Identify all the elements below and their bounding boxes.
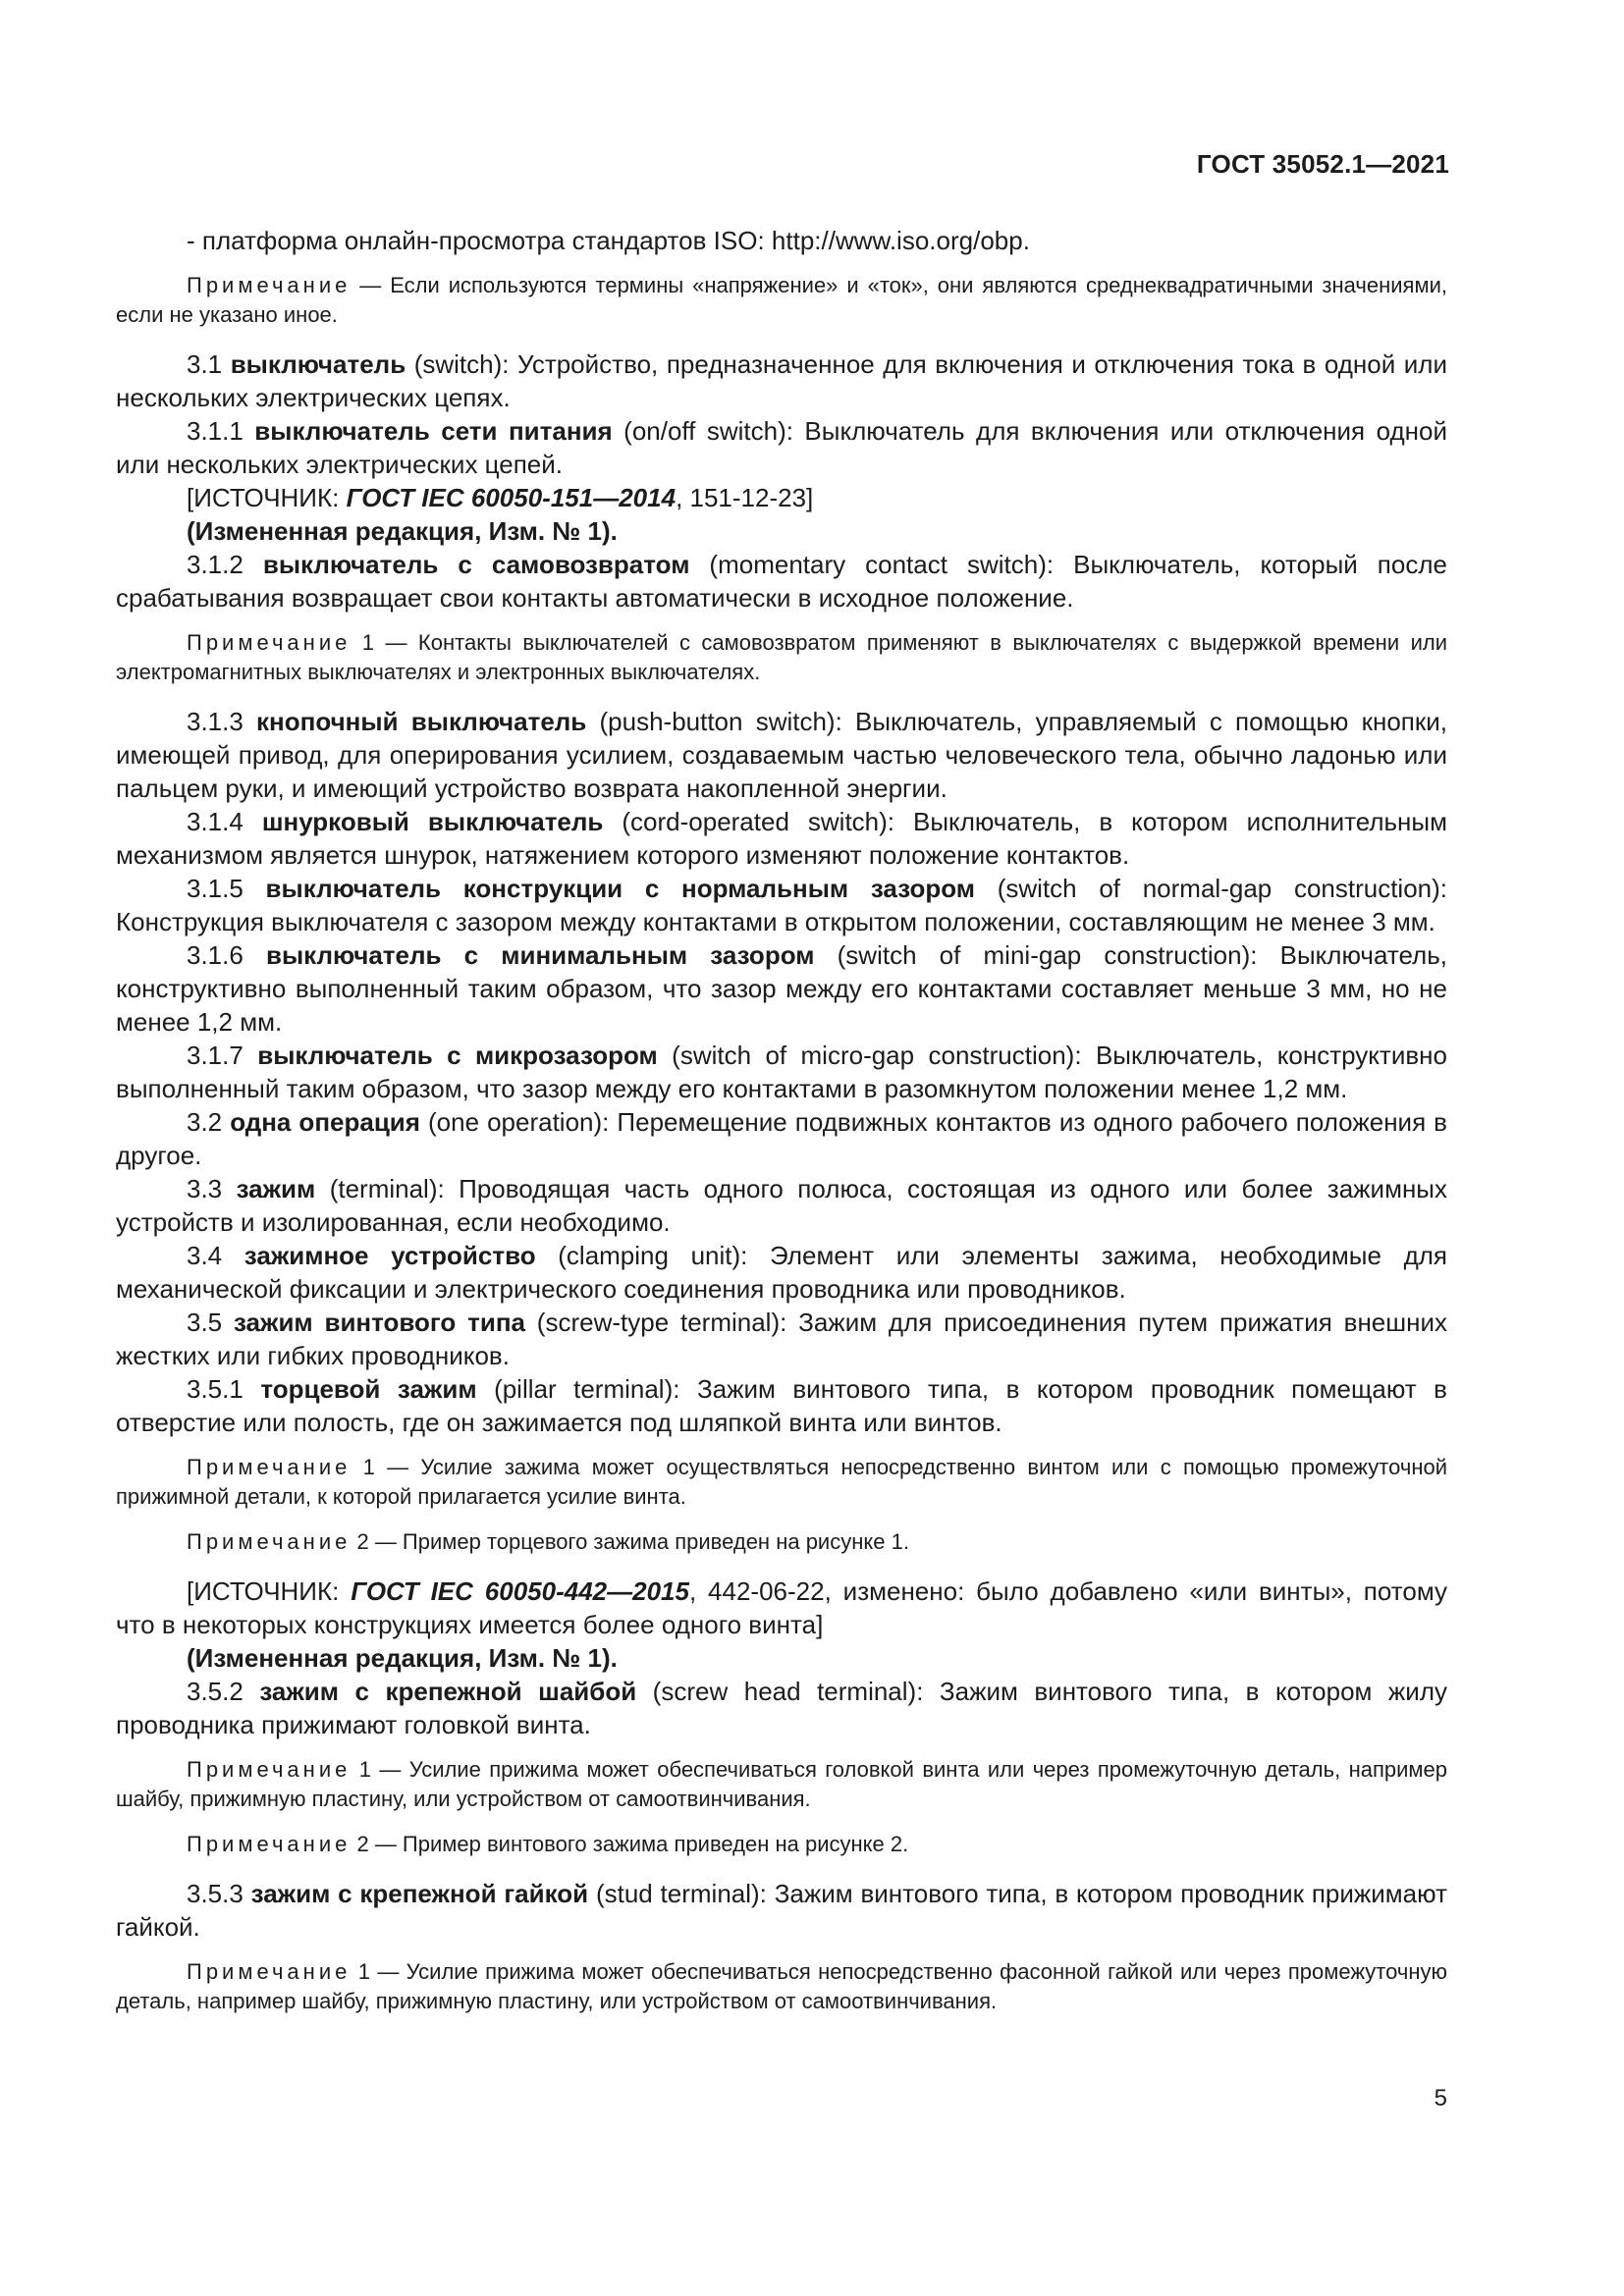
term-name: зажим с крепежной гайкой [250,1879,589,1908]
note-3-5-2-2 [116,1830,1447,1859]
term-name: выключатель сети питания [254,416,613,446]
note-3-5-1-1 [116,1453,1447,1512]
page-content [116,224,1447,2032]
term-definition: (switch of normal-gap construction): Конструкция выключателя с зазором между контактами в открытом положении, составляющим не менее 3 мм. [116,874,1448,936]
note-number: 1 [351,1455,375,1479]
term-name: выключатель с микрозазором [257,1041,658,1070]
term-number: 3.5.2 [187,1677,260,1706]
term-3-1-4 [116,805,1447,872]
source-suffix: , 442-06-22, изменено: было добавлено «или винты», потому что в некоторых конструкциях имеется более одного винта] [116,1576,1448,1639]
term-3-4 [116,1239,1447,1306]
term-3-5 [116,1306,1447,1372]
term-definition: (push-button switch): Выключатель, управляемый с помощью кнопки, имеющей привод, для оперирования усилием, создаваемым частью человеческого тела, обычно ладонью или пальцем руки, и имеющий устройство возврата накопленной энергии. [116,707,1447,803]
source-standard: ГОСТ IEC 60050-151—2014 [346,483,677,512]
note-number: 1 [351,1959,370,1984]
note-label: Примечание [187,273,352,297]
term-number: 3.1.3 [187,707,257,736]
intro-bullet: - платформа онлайн-просмотра стандартов ISO: http://www.iso.org/obp. [187,226,1030,255]
term-number: 3.3 [187,1174,237,1203]
term-number: 3.5.3 [187,1879,251,1908]
note-label: Примечание [187,1832,352,1856]
term-number: 3.1.4 [187,807,262,836]
term-number: 3.1 [187,349,231,379]
term-definition: (switch): Устройство, предназначенное для включения и отключения тока в одной или нескольких электрических цепях. [116,349,1447,412]
term-3-2 [116,1105,1447,1172]
term-definition: (momentary contact switch): Выключатель, который после срабатывания возвращает свои контакты автоматически в исходное положение. [116,550,1447,613]
note-label: Примечание [187,1757,352,1782]
note-label: Примечание [187,1455,352,1479]
note-label: Примечание [187,630,352,655]
note-3-1-2 [116,628,1447,687]
note-number: 2 [351,1529,369,1554]
term-definition: (screw head terminal): Зажим винтового типа, в котором жилу проводника прижимают головкой винта. [116,1677,1447,1739]
note-label: Примечание [187,1959,352,1984]
term-name: шнурковый выключатель [261,807,604,836]
source-suffix: , 151-12-23] [676,483,814,512]
note-text: — Усилие прижима может обеспечиваться непосредственно фасонной гайкой или через промежуточную деталь, например шайбу, прижимную пластину, или устройством от самоотвинчивания. [116,1959,1448,2013]
note-3-5-3-1 [116,1957,1447,2016]
term-3-1-2 [116,548,1447,614]
term-definition: (clamping unit): Элемент или элементы зажима, необходимые для механической фиксации и электрического соединения проводника или проводников. [116,1241,1447,1304]
amendment-note [116,1641,1447,1675]
term-number: 3.4 [187,1241,244,1270]
term-3-1-1 [116,414,1447,481]
term-definition: (stud terminal): Зажим винтового типа, в котором проводник прижимают гайкой. [116,1879,1447,1942]
amendment-text: (Измененная редакция, Изм. № 1). [187,1643,618,1673]
term-3-5-2 [116,1675,1447,1741]
term-definition: (one operation): Перемещение подвижных контактов из одного рабочего положения в другое. [116,1107,1447,1170]
term-name: зажимное устройство [244,1241,536,1270]
term-definition: (screw-type terminal): Зажим для присоединения путем прижатия внешних жестких или гибких проводников. [116,1308,1447,1370]
note-text: — Усилие прижима может обеспечиваться головкой винта или через промежуточную деталь, например шайбу, прижимную пластину, или устройством от самоотвинчивания. [116,1757,1447,1811]
term-3-3 [116,1172,1447,1239]
term-name: зажим с крепежной шайбой [259,1677,637,1706]
note-number: 1 [351,630,375,655]
amendment-note [116,514,1447,548]
term-name: одна операция [230,1107,420,1137]
amendment-text: (Измененная редакция, Изм. № 1). [187,516,618,546]
term-definition: (on/off switch): Выключатель для включения или отключения одной или нескольких электрических цепей. [116,416,1447,479]
term-definition: (switch of micro-gap construction): Выключатель, конструктивно выполненный таким образом, что зазор между его контактами в разомкнутом положении менее 1,2 мм. [116,1041,1447,1103]
term-3-1 [116,347,1447,414]
term-number: 3.1.7 [187,1041,258,1070]
term-name: торцевой зажим [260,1374,477,1404]
source-prefix: [ИСТОЧНИК: [187,483,347,512]
source-prefix: [ИСТОЧНИК: [187,1576,352,1606]
note-text: — Пример торцевого зажима приведен на рисунке 1. [368,1529,909,1554]
note-text: — Контакты выключателей с самовозвратом применяют в выключателях с выдержкой времени или электромагнитных выключателях и электронных выключателях. [116,630,1447,684]
term-name: выключатель [230,349,406,379]
term-definition: (switch of mini-gap construction): Выключатель, конструктивно выполненный таким образом, что зазор между его контактами составляет меньше 3 мм, но не менее 1,2 мм. [116,940,1447,1037]
term-3-1-5 [116,872,1447,938]
note-text: — Если используются термины «напряжение» и «ток», они являются среднеквадратичными значениями, если не указано иное. [116,273,1447,327]
term-3-1-6 [116,938,1447,1039]
note-3-5-2-1 [116,1755,1447,1814]
source-reference [116,1575,1447,1641]
note-number: 1 [351,1757,371,1782]
term-definition: (terminal): Проводящая часть одного полюса, состоящая из одного или более зажимных устройств и изолированная, если необходимо. [116,1174,1447,1237]
term-name: зажим [236,1174,316,1203]
term-number: 3.1.2 [187,550,263,579]
term-name: выключатель с минимальным зазором [265,940,815,970]
term-definition: (cord-operated switch): Выключатель, в котором исполнительным механизмом является шнурок, натяжением которого изменяют положение контактов. [116,807,1447,870]
standard-designation: ГОСТ 35052.1—2021 [1196,149,1449,179]
term-definition: (pillar terminal): Зажим винтового типа, в котором проводник помещают в отверстие или полость, где он зажимается под шляпкой винта или винтов. [116,1374,1447,1437]
term-number: 3.1.1 [187,416,255,446]
note-label: Примечание [187,1529,352,1554]
note-3-5-1-2 [116,1527,1447,1557]
term-number: 3.2 [187,1107,231,1137]
term-name: выключатель конструкции с нормальным зазором [265,874,976,903]
term-name: выключатель с самовозвратом [262,550,690,579]
term-3-1-3 [116,705,1447,805]
term-name: зажим винтового типа [233,1308,525,1337]
term-number: 3.1.6 [187,940,266,970]
term-3-5-1 [116,1372,1447,1439]
term-3-1-7 [116,1039,1447,1105]
term-number: 3.1.5 [187,874,266,903]
term-number: 3.5.1 [187,1374,261,1404]
page-number: 5 [1434,2085,1447,2111]
term-name: кнопочный выключатель [256,707,587,736]
term-3-5-3 [116,1877,1447,1944]
note-text: — Пример винтового зажима приведен на рисунке 2. [368,1832,909,1856]
source-reference [116,481,1447,514]
note-text: — Усилие зажима может осуществляться непосредственно винтом или с помощью промежуточной прижимной детали, к которой прилагается усилие винта. [116,1455,1447,1509]
term-number: 3.5 [187,1308,234,1337]
note-number: 2 [351,1832,369,1856]
source-standard: ГОСТ IEC 60050-442—2015 [351,1576,689,1606]
note-general [116,271,1447,330]
